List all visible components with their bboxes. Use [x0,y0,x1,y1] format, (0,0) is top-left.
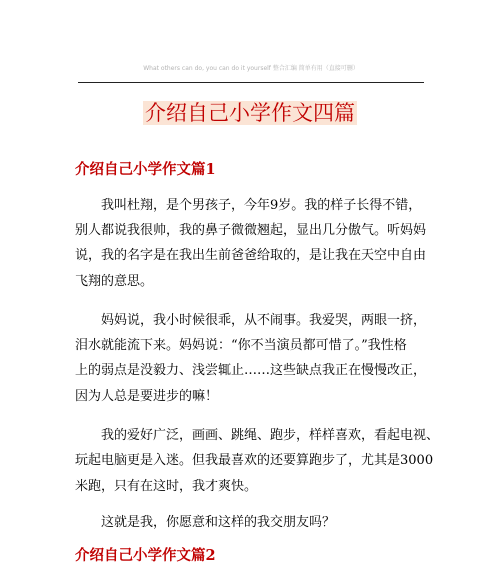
paragraph-line: 说，我的名字是在我出生前爸爸给取的，是让我在天空中自由 [75,248,427,263]
paragraph-line: 妈妈说，我小时候很乖，从不闹事。我爱哭，两眼一挤， [101,313,427,328]
paragraph-line: 我叫杜翔，是个男孩子，今年9岁。我的样子长得不错， [101,198,422,213]
running-header: What others can do, you can do it yourself 整合汇编 简单有用（直接可删） [143,65,359,72]
paragraph-line: 我的爱好广泛，画画、跳绳、跑步，样样喜欢，看起电视、 [101,428,440,443]
header-divider [78,82,424,83]
document-title-text: 介绍自己小学作文四篇 [145,101,355,125]
paragraph-line: 飞翔的意思。 [75,274,154,289]
paragraph-line: 米跑，只有在这时，我才爽快。 [75,479,258,494]
paragraph-line: 泪水就能流下来。妈妈说：“你不当演员都可惜了。”我性格 [75,338,407,353]
paragraph-line: 玩起电脑更是入迷。但我最喜欢的还要算跑步了，尤其是3000 [75,453,434,468]
section-heading-1: 介绍自己小学作文篇1 [75,161,216,178]
paragraph-line: 这就是我，你愿意和这样的我交朋友吗？ [101,515,336,530]
section-heading-2: 介绍自己小学作文篇2 [75,547,216,564]
paragraph-line: 别人都说我很帅，我的鼻子微微翘起，显出几分傲气。听妈妈 [75,223,427,238]
paragraph-line: 因为人总是要进步的嘛！ [75,389,219,404]
paragraph-line: 上的弱点是没毅力、浅尝辄止……这些缺点我正在慢慢改正， [75,363,427,378]
document-title [0,100,500,126]
